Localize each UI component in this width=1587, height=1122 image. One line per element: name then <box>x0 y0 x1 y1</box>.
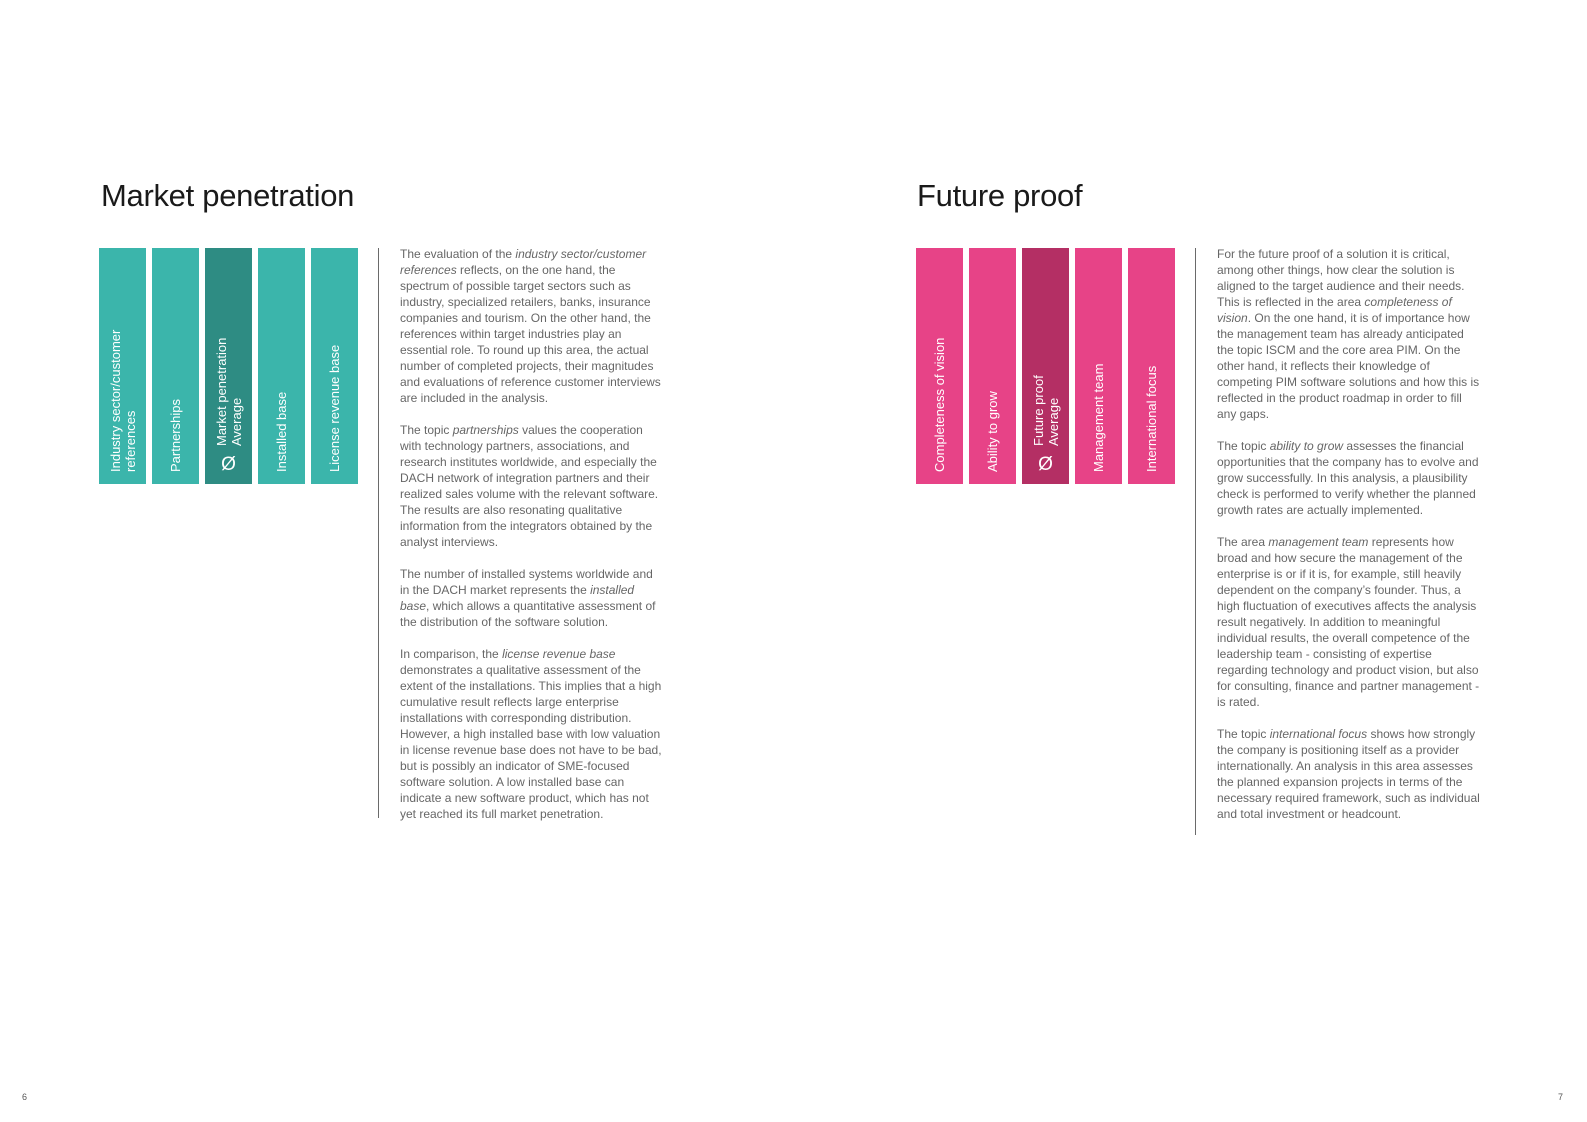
paragraph-text: The topic <box>1217 727 1270 741</box>
bar-label: Average <box>1045 397 1061 446</box>
average-symbol: Ø <box>221 454 236 475</box>
bar-label: Future proof <box>1030 375 1046 446</box>
paragraph-text: The evaluation of the <box>400 247 516 261</box>
emphasized-term: installed base <box>400 583 635 613</box>
bar-label: Partnerships <box>168 399 183 472</box>
section-title-market-penetration: Market penetration <box>101 178 355 213</box>
column-divider <box>378 248 379 818</box>
criterion-bar <box>969 248 1016 484</box>
emphasized-term: license revenue base <box>502 647 616 661</box>
emphasized-term: completeness of vision <box>1217 295 1452 325</box>
average-symbol: Ø <box>1038 454 1053 475</box>
body-paragraph <box>1217 534 1482 710</box>
paragraph-text: represents how broad and how secure the management of the enterprise is or if it is, for example, still heavily dependent on the company’s founder. Thus, a high fluctuation of executives affects the analysis result negatively. In addition to meaningful individual results, the overall competence of the leadership team - consisting of expertise regarding technology and product vision, but also for consulting, finance and partner management - is rated. <box>1217 535 1480 709</box>
page-number: 7 <box>1558 1092 1564 1102</box>
body-paragraph <box>1217 726 1482 822</box>
paragraph-text: shows how strongly the company is positioning itself as a provider internationally. An analysis in this area assesses the planned expansion projects in terms of the necessary required framework, such as individual and total investment or headcount. <box>1217 727 1480 821</box>
bar-label: Installed base <box>274 391 289 472</box>
emphasized-term: international focus <box>1269 727 1368 741</box>
paragraph-text: For the future proof of a solution it is critical, among other things, how clear the solution is aligned to the target audience and their needs. This is reflected in the area <box>1217 247 1465 309</box>
emphasized-term: management team <box>1268 535 1369 549</box>
bar-label: Industry sector/customer <box>107 329 123 472</box>
page-number: 6 <box>22 1092 28 1102</box>
criterion-bar <box>205 248 252 484</box>
emphasized-term: industry sector/customer references <box>400 247 647 277</box>
criterion-bar <box>1128 248 1175 484</box>
body-paragraph <box>400 422 665 550</box>
paragraph-text: demonstrates a qualitative assessment of the extent of the installations. This implies that a high cumulative result reflects large enterprise installations with corresponding distribution. However, a high installed base with low valuation in license revenue base does not have to be bad, but is possibly an indicator of SME-focused software solution. A low installed base can indicate a new software product, which has not yet reached its full market penetration. <box>400 663 662 821</box>
paragraph-text: The number of installed systems worldwide and in the DACH market represents the <box>400 567 653 597</box>
bar-label: Ability to grow <box>985 391 1000 472</box>
paragraph-text: The area <box>1217 535 1269 549</box>
body-paragraph <box>400 646 665 822</box>
emphasized-term: partnerships <box>452 423 519 437</box>
criterion-bar <box>258 248 305 484</box>
body-paragraph <box>1217 438 1482 518</box>
paragraph-text: values the cooperation with technology partners, associations, and research institutes worldwide, and especially the DACH network of integration partners and their realized sales volume with the relevant software. The results are also resonating qualitative information from the integrators obtained by the analyst interviews. <box>400 423 659 549</box>
emphasized-term: ability to grow <box>1269 439 1344 453</box>
paragraph-text: , which allows a quantitative assessment of the distribution of the software solution. <box>400 599 656 629</box>
criterion-bar <box>152 248 199 484</box>
paragraph-text: In comparison, the <box>400 647 503 661</box>
body-paragraph <box>1217 246 1482 422</box>
criterion-bar <box>99 248 146 484</box>
column-divider <box>1195 248 1196 835</box>
bar-label: references <box>122 410 138 472</box>
bar-label: International focus <box>1144 365 1159 472</box>
market-penetration-description <box>400 246 665 838</box>
future-proof-description <box>1217 246 1482 838</box>
criterion-bar <box>916 248 963 484</box>
bar-label: Management team <box>1091 363 1106 472</box>
paragraph-text: . On the one hand, it is of importance how the management team has already anticipated the topic ISCM and the core area PIM. On the other hand, it reflects their knowledge of competing PIM software solutions and how this is reflected in the product roadmap in order to fill any gaps. <box>1217 311 1480 421</box>
paragraph-text: The topic <box>1217 439 1270 453</box>
bar-label: Completeness of vision <box>932 337 947 472</box>
criterion-bar <box>1075 248 1122 484</box>
paragraph-text: assesses the financial opportunities that the company has to evolve and grow successfully. In this analysis, a plausibility check is performed to verify whether the planned growth rates are actually implemented. <box>1217 439 1479 517</box>
bar-label: Market penetration <box>213 337 229 446</box>
paragraph-text: reflects, on the one hand, the spectrum of possible target sectors such as industry, specialized retailers, banks, insurance companies and tourism. On the other hand, the references within target industries play an essential role. To round up this area, the actual number of completed projects, their magnitudes and evaluations of reference customer interviews are included in the analysis. <box>400 263 661 405</box>
body-paragraph <box>400 566 665 630</box>
bar-label: License revenue base <box>327 344 342 472</box>
paragraph-text: The topic <box>400 423 453 437</box>
bar-label: Average <box>228 397 244 446</box>
criterion-bar <box>1022 248 1069 484</box>
section-title-future-proof: Future proof <box>917 178 1083 213</box>
body-paragraph <box>400 246 665 406</box>
criterion-bar <box>311 248 358 484</box>
